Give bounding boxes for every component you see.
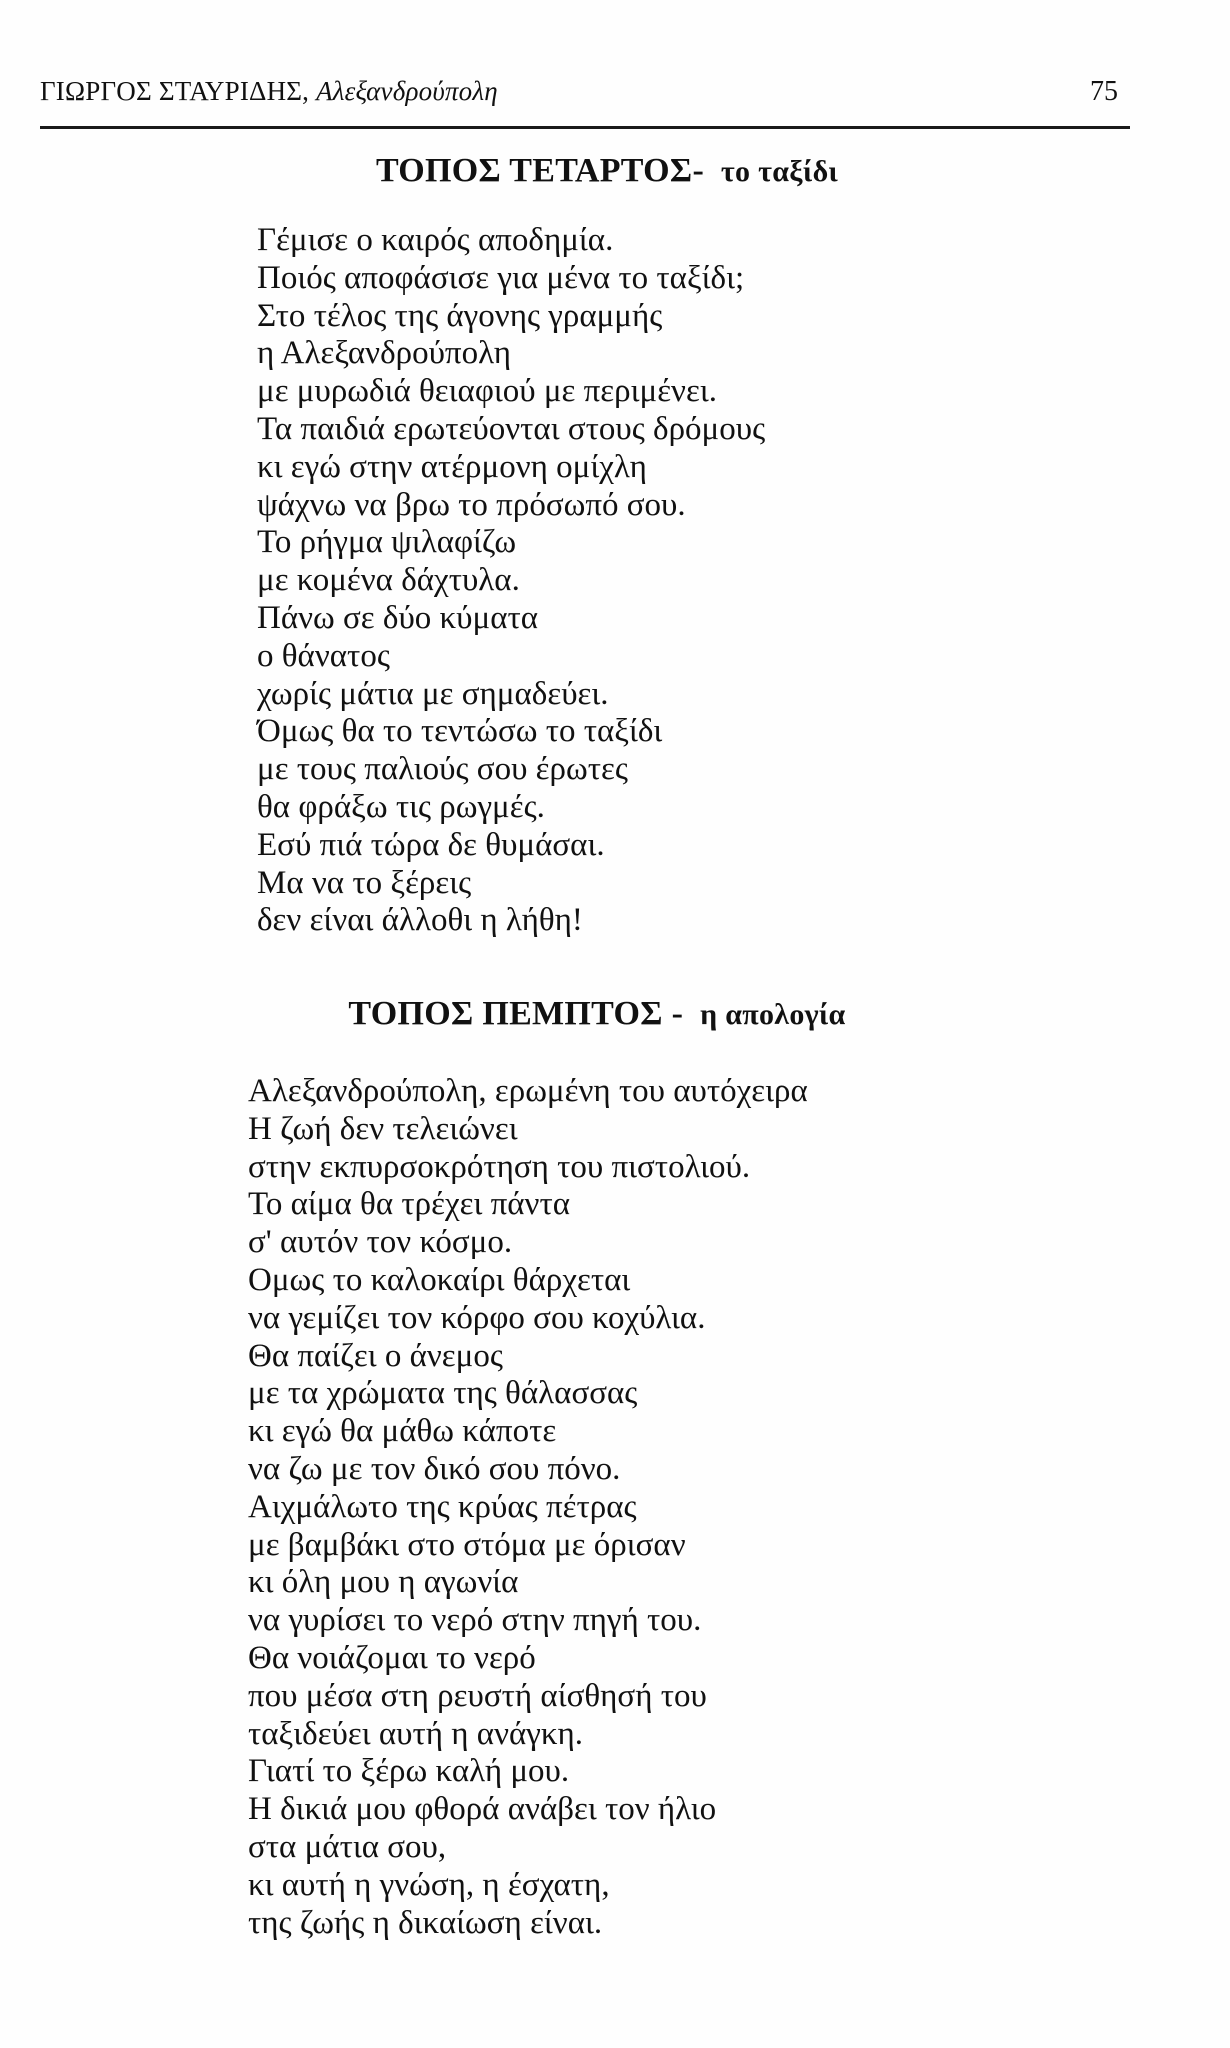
poem-line: κι εγώ θα μάθω κάποτε [248, 1413, 557, 1450]
header-author: ΓΙΩΡΓΟΣ ΣΤΑΥΡΙΔΗΣ, [40, 76, 310, 106]
poem-line: κι εγώ στην ατέρμονη ομίχλη [257, 448, 647, 485]
poem-line: Η ζωή δεν τελειώνει [248, 1110, 518, 1147]
poem-fifth [248, 1073, 808, 1942]
poem-line: Το αίμα θα τρέχει πάντα [248, 1186, 571, 1223]
poem-line: με μυρωδιά θειαφιού με περιμένει. [257, 373, 717, 410]
poem-line: Στο τέλος της άγονης γραμμής [257, 297, 663, 334]
poem-line: στα μάτια σου, [248, 1828, 447, 1865]
poem-line: Αλεξανδρούπολη, ερωμένη του αυτόχειρα [248, 1073, 808, 1109]
poem-line: χωρίς μάτια με σημαδεύει. [257, 675, 609, 712]
poem-line: με τα χρώματα της θάλασσας [248, 1375, 638, 1412]
header-author-line [40, 76, 498, 107]
section-title-fifth [0, 995, 1212, 1033]
poem-line: ο θάνατος [257, 637, 390, 674]
running-header [40, 66, 1130, 129]
poem-line: Η δικιά μου φθορά ανάβει τον ήλιο [248, 1791, 717, 1828]
poem-line: Τα παιδιά ερωτεύονται στους δρόμους [257, 410, 766, 447]
poem-line: ψάχνω να βρω το πρόσωπό σου. [257, 486, 686, 523]
poem-line: Αιχμάλωτο της κρύας πέτρας [248, 1488, 637, 1525]
poem-line: κι αυτή η γνώση, η έσχατη, [248, 1866, 610, 1903]
poem-line: να γυρίσει το νερό στην πηγή του. [248, 1602, 702, 1639]
poem-line: στην εκπυρσοκρότηση του πιστολιού. [248, 1148, 751, 1185]
poem-line: που μέσα στη ρευστή αίσθησή του [248, 1677, 707, 1714]
poem-line: της ζωής η δικαίωση είναι. [248, 1904, 603, 1941]
poem-line: με τους παλιούς σου έρωτες [257, 751, 628, 788]
poem-line: δεν είναι άλλοθι η λήθη! [257, 902, 583, 939]
poem-line: Ομως το καλοκαίρι θάρχεται [248, 1261, 631, 1298]
poem-line: Όμως θα το τεντώσω το ταξίδι [257, 713, 663, 750]
poem-line: Εσύ πιά τώρα δε θυμάσαι. [257, 826, 605, 863]
poem-line: Μα να το ξέρεις [257, 864, 472, 901]
poem-line: με κομένα δάχτυλα. [257, 562, 520, 599]
poem-line: να ζω με τον δικό σου πόνο. [248, 1450, 621, 1487]
poem-line: Θα νοιάζομαι το νερό [248, 1639, 536, 1676]
poem-fourth [257, 222, 765, 940]
poem-line: Ποιός αποφάσισε για μένα το ταξίδι; [257, 259, 745, 296]
poem-line: Γιατί το ξέρω καλή μου. [248, 1753, 570, 1790]
poem-line: με βαμβάκι στο στόμα με όρισαν [248, 1526, 686, 1563]
poem-line: η Αλεξανδρούπολη [257, 335, 512, 372]
poem-line: Θα παίζει ο άνεμος [248, 1337, 503, 1374]
poem-line: Το ρήγμα ψιλαφίζω [257, 524, 517, 561]
section-title-text: ΤΟΠΟΣ ΤΕΤΑΡΤΟΣ- [375, 152, 705, 189]
page-number: 75 [1090, 76, 1118, 107]
poem-line: σ' αυτόν τον κόσμο. [248, 1224, 513, 1261]
poem-line: Γέμισε ο καιρός αποδημία. [257, 222, 614, 258]
poem-line: ταξιδεύει αυτή η ανάγκη. [248, 1715, 583, 1752]
section-subtitle: η απολογία [700, 998, 846, 1031]
section-title-fourth [0, 152, 1222, 190]
poem-line: Πάνω σε δύο κύματα [257, 599, 539, 636]
poem-line: κι όλη μου η αγωνία [248, 1564, 519, 1601]
section-subtitle: το ταξίδι [720, 155, 839, 188]
poem-line: να γεμίζει τον κόρφο σου κοχύλια. [248, 1299, 706, 1336]
section-title-text: ΤΟΠΟΣ ΠΕΜΠΤΟΣ - [348, 995, 684, 1032]
poem-line: θα φράξω τις ρωγμές. [257, 788, 545, 825]
header-place: Αλεξανδρούπολη [316, 76, 498, 106]
